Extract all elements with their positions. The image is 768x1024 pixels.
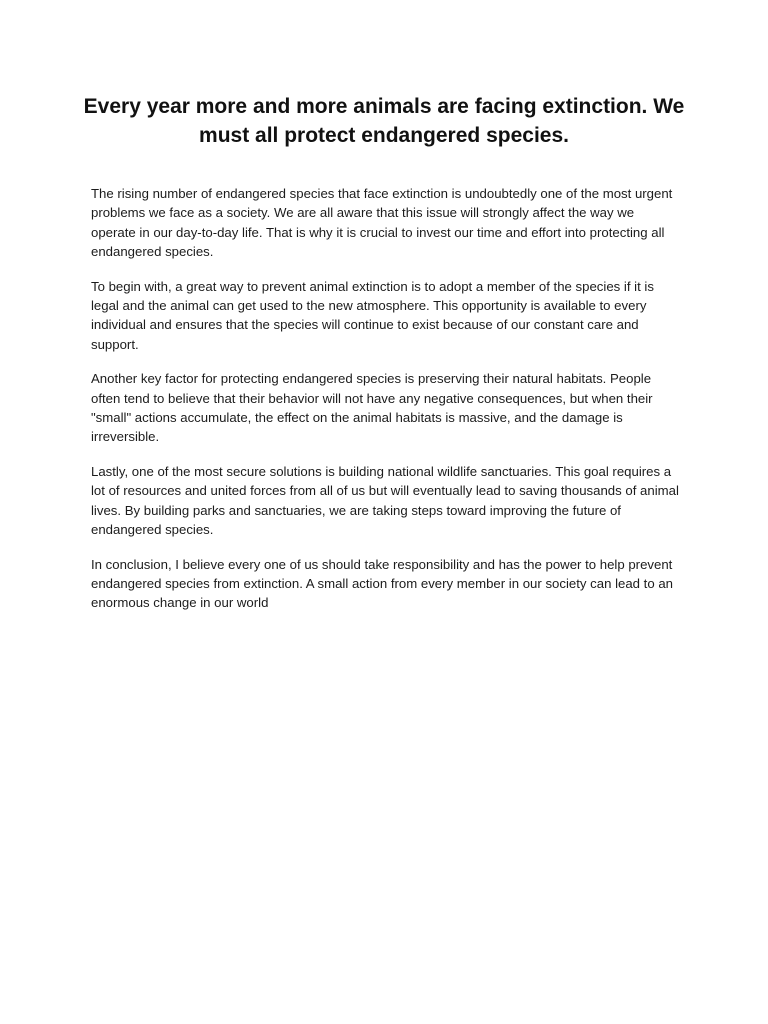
paragraph-introduction: The rising number of endangered species that face extinction is undoubtedly one of the most urgent problems we face as a society. We are all aware that this issue will strongly affect the way we operate in our day-to-day life. That is why it is crucial to invest our time and effort into protecting all endangered species. (91, 186, 673, 260)
paragraph-sanctuaries: Lastly, one of the most secure solutions is building national wildlife sanctuaries. This goal requires a lot of resources and united forces from all of us but will eventually lead to saving thousands of animal lives. By building parks and sanctuaries, we are taking steps toward improving the future of endangered species. (91, 463, 679, 538)
document-title: Every year more and more animals are facing extinction. We must all protect endangered species. (83, 95, 685, 147)
paragraph-habitats: Another key factor for protecting endangered species is preserving their natural habitats. People often tend to believe that their behavior will not have any negative consequences, but when their "small" actions accumulate, the effect on the animal habitats is massive, and the damage is irreversible. (91, 371, 653, 445)
paragraph-conclusion: In conclusion, I believe every one of us should take responsibility and has the power to help prevent endangered species from extinction. A small action from every member in our society can lead to an enormous change in our world (91, 556, 674, 611)
paragraph-adoption: To begin with, a great way to prevent animal extinction is to adopt a member of the species if it is legal and the animal can get used to the new atmosphere. This opportunity is available to every individual and ensures that the species will continue to exist because of our constant care and support. (91, 278, 654, 352)
document-body (91, 184, 681, 628)
